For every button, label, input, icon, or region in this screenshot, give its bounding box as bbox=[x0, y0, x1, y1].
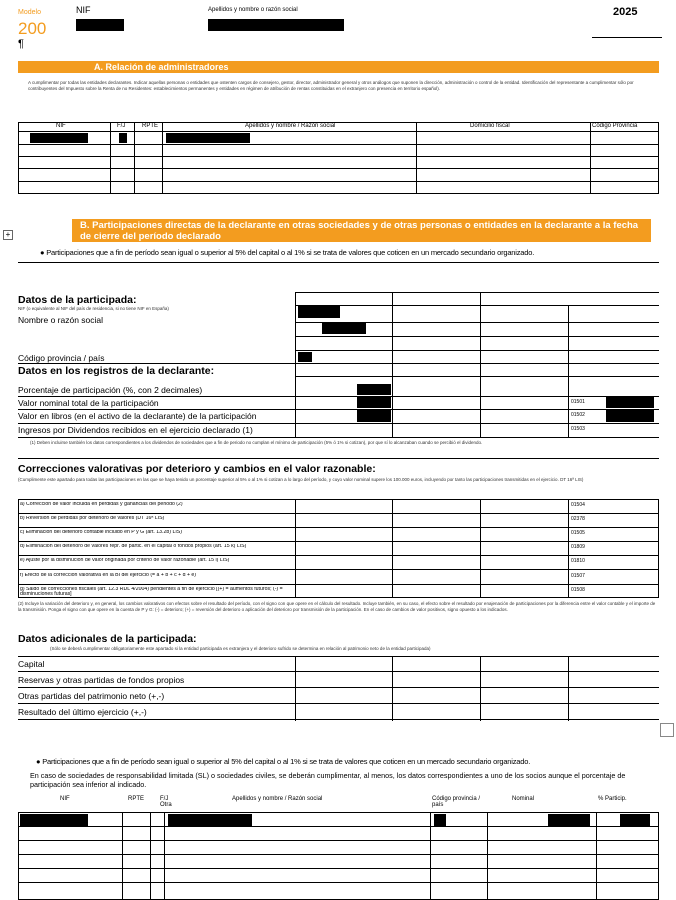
correcciones-footnote: (2) Incluye la variación del deterioro y, en general, los cambios valorativos con efectos sobre el resultado del período, con el signo con que opere en el cálculo del resultado. Incluye también, en su caso, el efecto sobre el resultado por enajenación de participaciones por la diferencia entre el valor contable y el importe de la transmisión. Ponga el signo con que opere en la cuenta de P y G: (-) = deterioro; (+) = reversión del deterioro o aplicación del deterioro por transmisión de la participación. En el caso de cambios de valor positivos, signo opuesto a los indicados. bbox=[18, 601, 656, 612]
part-name-redacted bbox=[322, 322, 366, 334]
bullet-5pct-2: ● Participaciones que a fin de período sean igual o superior al 5% del capital o al 1% si se trata de valores que coticen en un mercado secundario organizado. bbox=[36, 757, 531, 766]
corr-row-label: f) Efecto de la corrección valorativa en la BI del ejercicio (= a + b + c + d + e) bbox=[20, 572, 197, 578]
nif-redacted bbox=[76, 19, 124, 31]
bullet-5pct-text: Participaciones que a fin de período sean igual o superior al 5% del capital o al 1% si se trata de valores que coticen en un mercado secundario organizado. bbox=[46, 248, 535, 257]
corr-row-label: b) Reversión de pérdidas por deterioro de valores (DT 16ª LIS) bbox=[20, 516, 165, 522]
socio-nif-redacted bbox=[20, 814, 88, 826]
socio-codigo-redacted bbox=[434, 814, 446, 826]
corr-row-code: 01809 bbox=[571, 544, 585, 551]
valor-libros-label: Valor en libros (en el activo de la declarante) de la participación bbox=[18, 411, 257, 421]
adicional-divider bbox=[18, 719, 659, 720]
admin-nif-redacted bbox=[30, 133, 88, 143]
name-redacted bbox=[208, 19, 344, 31]
sl-note: En caso de sociedades de responsabilidad limitada (SL) o sociedades civiles, se deberán cumplimentar, al menos, los datos correspondientes a uno de los socios aunque el porcentaje de participación sea inferior al indicado. bbox=[30, 771, 626, 789]
adicionales-title: Datos adicionales de la participada: bbox=[18, 633, 197, 645]
valor-nominal-label: Valor nominal total de la participación bbox=[18, 398, 159, 408]
modelo-label: Modelo bbox=[18, 9, 41, 16]
corr-row-label: e) Ajuste por la disminución de valor originada por criterio de valor razonable (art. 15 l) LIS) bbox=[20, 558, 230, 564]
porcentaje-label: Porcentaje de participación (%, con 2 decimales) bbox=[18, 385, 203, 395]
datos-participada: Datos de la participada: bbox=[18, 294, 137, 306]
adicionales-note: (Sólo se deberá cumplimentar obligatoriamente este apartado si la entidad participada es extranjera y el deterioro sufrido se determina en relación al patrimonio neto de la entidad participada) bbox=[50, 646, 431, 651]
corr-row-code: 01507 bbox=[571, 572, 585, 579]
socio-nominal-redacted bbox=[548, 814, 590, 826]
ingresos-label: Ingresos por Dividendos recibidos en el ejercicio declarado (1) bbox=[18, 425, 253, 435]
admin-name-redacted bbox=[166, 133, 250, 143]
col-fj: F/J bbox=[117, 123, 126, 129]
nominal2-redacted bbox=[606, 397, 654, 408]
col2-nif: NIF bbox=[60, 796, 70, 802]
ingresos-note: (1) Deben incluirse también los datos correspondientes a los dividendos de sociedades que a fin de periodo no cumplan el mínimo de participación (5% ó 1% si cotizan), por que sí lo alcanzaban cuando se percibió el dividendo. bbox=[30, 440, 483, 445]
adicional-label: Capital bbox=[18, 659, 45, 669]
corr-row-code: 01810 bbox=[571, 558, 585, 565]
codigo-label: Código provincia / país bbox=[18, 353, 105, 363]
nif-note: NIF (o equivalente al NIF del país de residencia, si no tiene NIF en España) bbox=[18, 306, 169, 311]
bullet-5pct-2-text: Participaciones que a fin de período sean igual o superior al 5% del capital o al 1% si se trata de valores que coticen en un mercado secundario organizado. bbox=[42, 757, 531, 766]
nombre-label: Nombre o razón social bbox=[18, 315, 104, 325]
col2-nombre: Apellidos y nombre / Razón social bbox=[232, 796, 323, 802]
corr-row-code: 01505 bbox=[571, 530, 585, 537]
part-nif-redacted bbox=[298, 306, 340, 318]
corr-row-label: a) Corrección de valor incluida en pérdidas y ganancias del periodo (2) bbox=[20, 502, 183, 507]
corr-row-code: 01504 bbox=[571, 502, 585, 508]
admin-table bbox=[18, 122, 659, 194]
admin-fj-redacted bbox=[119, 133, 127, 143]
col2-codigo: Código provincia / país bbox=[432, 796, 481, 808]
corr-row-label: d) Eliminación del deterioro de valores repr. de partic. en el capital o fondos propios (art. 15 k) LIS) bbox=[20, 544, 247, 550]
libros-redacted bbox=[357, 410, 391, 422]
col-domicilio: Domicilio fiscal bbox=[470, 123, 510, 129]
col-provincia: Código Provincia bbox=[592, 123, 638, 129]
section-a-intro: A cumplimentar por todas las entidades declarantes. Indicar aquellas personas o entidades que ostenten cargos de consejero, gestor, director, administrador general y otros análogos que suponen la dirección, administración o control de la entidad. Identificación del representante a cumplimentar sólo por contribuyentes del Impuesto sobre la Renta de no Residentes: establecimientos permanentes y entidades en régimen de atribución de rentas constituidas en el extranjero con presencia en territorio español). bbox=[28, 80, 634, 91]
code-01503: 01503 bbox=[571, 426, 585, 432]
corr-row-code: 02378 bbox=[571, 516, 585, 523]
col-nif: NIF bbox=[56, 123, 66, 129]
nominal-redacted bbox=[357, 397, 391, 408]
correcciones-note: (Cumplimente este apartado para todas las participaciones en las que se haya tenido un porcentaje superior al 5% o al 1% si cotizan a lo largo del período, y cuyo valor nominal supere los 100.000 euros, incluyendo por tanto las participaciones transmitidas en el ejercicio. DT 16ª LIS) bbox=[18, 477, 584, 482]
registros-title: Datos en los registros de la declarante: bbox=[18, 365, 215, 377]
adicional-label: Otras partidas del patrimonio neto (+,-) bbox=[18, 691, 165, 701]
col2-nominal: Nominal bbox=[512, 796, 535, 802]
col2-fj: F/J Otra bbox=[160, 796, 172, 808]
part-codigo-redacted bbox=[298, 352, 312, 362]
corr-row-code: 01508 bbox=[571, 586, 585, 593]
year: 2025 bbox=[613, 6, 638, 18]
pilcrow: ¶ bbox=[18, 38, 24, 50]
col2-particip: % Particip. bbox=[598, 796, 627, 802]
adicional-label: Reservas y otras partidas de fondos propios bbox=[18, 675, 185, 685]
corr-row-label: c) Eliminación del deterioro contable incluido en P y G (art. 13.2b) LIS) bbox=[20, 530, 182, 536]
libros2-redacted bbox=[606, 410, 654, 422]
section-a-title: A. Relación de administradores bbox=[18, 61, 659, 73]
col-rpte: RPTE bbox=[142, 123, 159, 129]
col2-rpte: RPTE bbox=[128, 796, 145, 802]
correcciones-title: Correcciones valorativas por deterioro y cambios en el valor razonable: bbox=[18, 463, 376, 475]
code-01501: 01501 bbox=[571, 399, 585, 405]
col-nombre: Apellidos y nombre / Razón social bbox=[245, 123, 336, 129]
adicional-divider bbox=[18, 687, 659, 688]
adicional-label: Resultado del último ejercicio (+,-) bbox=[18, 707, 147, 717]
modelo-number: 200 bbox=[18, 19, 47, 38]
socio-name-redacted bbox=[168, 814, 252, 826]
section-b-title: B. Participaciones directas de la declarante en otras sociedades y de otras personas o entidades en la declarante a la fecha de cierre del período declarado bbox=[72, 219, 651, 242]
corr-row-label: g) Saldo de correcciones fiscales (art. 12.3 RDL 4/2004) pendientes a fin de ejercicio [(+) = aumentos futuros; (-) = disminuciones futuras] bbox=[20, 586, 283, 598]
code-01502: 01502 bbox=[571, 412, 585, 418]
adicional-divider bbox=[18, 703, 659, 704]
bullet-5pct: ● Participaciones que a fin de período sean igual o superior al 5% del capital o al 1% si se trata de valores que coticen en un mercado secundario organizado. bbox=[40, 248, 535, 257]
adicional-divider bbox=[18, 671, 659, 672]
porcentaje-redacted bbox=[357, 384, 391, 395]
socio-pct-redacted bbox=[620, 814, 650, 826]
nif-label: NIF bbox=[76, 5, 91, 15]
nombre-label: Apellidos y nombre o razón social bbox=[208, 7, 298, 13]
